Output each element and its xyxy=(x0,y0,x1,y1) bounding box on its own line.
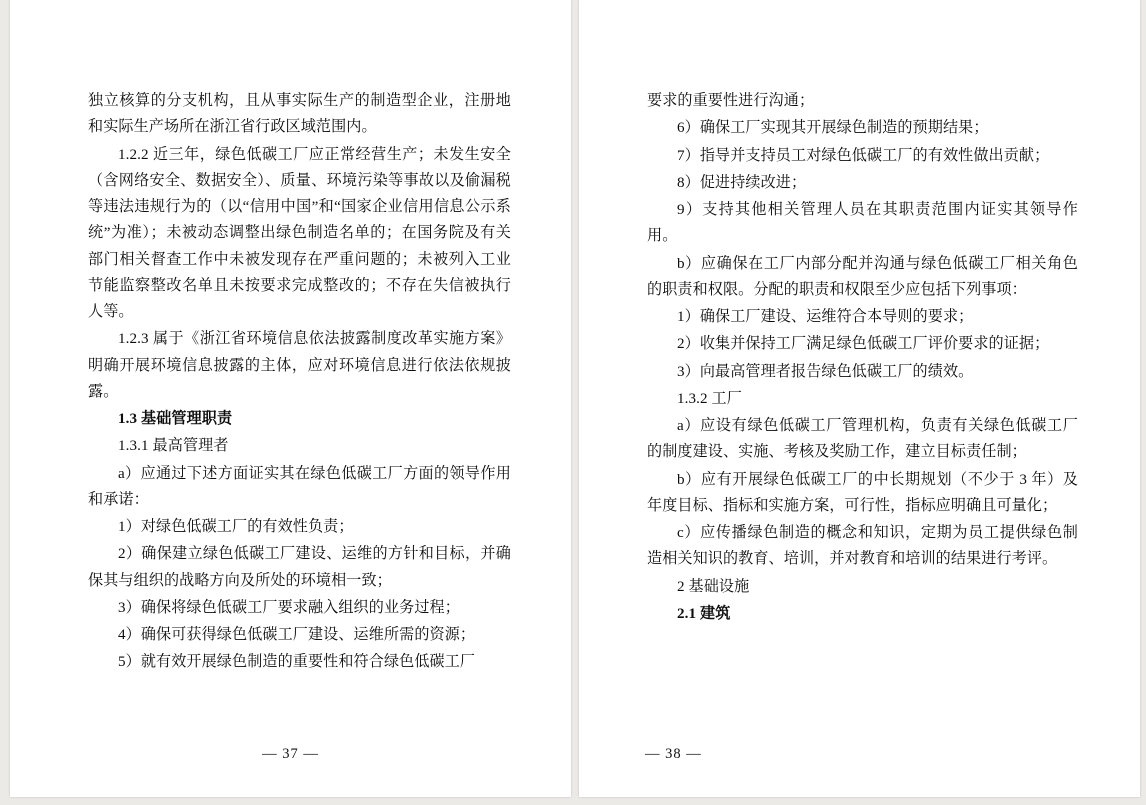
paragraph: 2）确保建立绿色低碳工厂建设、运维的方针和目标，并确保其与组织的战略方向及所处的环境相一致； xyxy=(88,546,511,589)
paragraph: 9）支持其他相关管理人员在其职责范围内证实其领导作用。 xyxy=(647,202,1078,245)
page-right xyxy=(579,0,1140,797)
paragraph: 2）收集并保持工厂满足绿色低碳工厂评价要求的证据； xyxy=(677,336,1050,353)
paragraph: 5）就有效开展绿色制造的重要性和符合绿色低碳工厂 xyxy=(118,654,476,671)
section-heading: 2.1 建筑 xyxy=(677,605,731,622)
paragraph: 1.2.3 属于《浙江省环境信息依法披露制度改革实施方案》明确开展环境信息披露的主体，应对环境信息进行依法依规披露。 xyxy=(88,331,511,400)
paragraph: b）应确保在工厂内部分配并沟通与绿色低碳工厂相关角色的职责和权限。分配的职责和权限至少应包括下列事项： xyxy=(647,255,1078,298)
page-left xyxy=(10,0,571,797)
paragraph: 2 基础设施 xyxy=(677,578,750,595)
paragraph: a）应通过下述方面证实其在绿色低碳工厂方面的领导作用和承诺： xyxy=(88,465,511,508)
paragraph: 3）向最高管理者报告绿色低碳工厂的绩效。 xyxy=(677,363,974,380)
page-number-left: — 37 — xyxy=(262,746,319,762)
paragraph: a）应设有绿色低碳工厂管理机构，负责有关绿色低碳工厂的制度建设、实施、考核及奖励工作，建立目标责任制； xyxy=(647,418,1078,461)
paragraph: 1.3.1 最高管理者 xyxy=(118,438,229,455)
page-left-text-block xyxy=(88,88,511,727)
paragraph: 3）确保将绿色低碳工厂要求融入组织的业务过程； xyxy=(118,599,460,616)
paragraph: 8）促进持续改进； xyxy=(677,174,807,191)
paragraph: 1）确保工厂建设、运维符合本导则的要求； xyxy=(677,309,974,325)
page-right-text-block xyxy=(647,88,1078,727)
paragraph: b）应有开展绿色低碳工厂的中长期规划（不少于 3 年）及年度目标、指标和实施方案，可行性，指标应明确且可量化； xyxy=(647,471,1078,514)
paragraph: 1.2.2 近三年，绿色低碳工厂应正常经营生产；未发生安全（含网络安全、数据安全）、质量、环境污染等事故以及偷漏税等违法违规行为的（以“信用中国”和“国家企业信用信息公示系统”为准）；未被动态调整出绿色制造名单的；在国务院及有关部门相关督查工作中未被发现存在严重问题的；未被列入工业节能监察整改名单且未按要求完成整改的；不存在失信被执行人等。 xyxy=(88,146,511,320)
paragraph: 独立核算的分支机构，且从事实际生产的制造型企业，注册地和实际生产场所在浙江省行政区域范围内。 xyxy=(88,93,511,136)
paragraph: 1）对绿色低碳工厂的有效性负责； xyxy=(118,519,354,535)
section-heading: 1.3 基础管理职责 xyxy=(118,411,233,427)
paragraph: 4）确保可获得绿色低碳工厂建设、运维所需的资源； xyxy=(118,627,476,643)
paragraph: 6）确保工厂实现其开展绿色制造的预期结果； xyxy=(677,120,989,137)
paragraph: 要求的重要性进行沟通； xyxy=(647,93,815,109)
paragraph: 1.3.2 工厂 xyxy=(677,390,742,407)
paragraph: c）应传播绿色制造的概念和知识，定期为员工提供绿色制造相关知识的教育、培训，并对教育和培训的结果进行考评。 xyxy=(647,525,1078,568)
paragraph: 7）指导并支持员工对绿色低碳工厂的有效性做出贡献； xyxy=(677,147,1050,164)
page-number-right: — 38 — xyxy=(645,746,702,762)
